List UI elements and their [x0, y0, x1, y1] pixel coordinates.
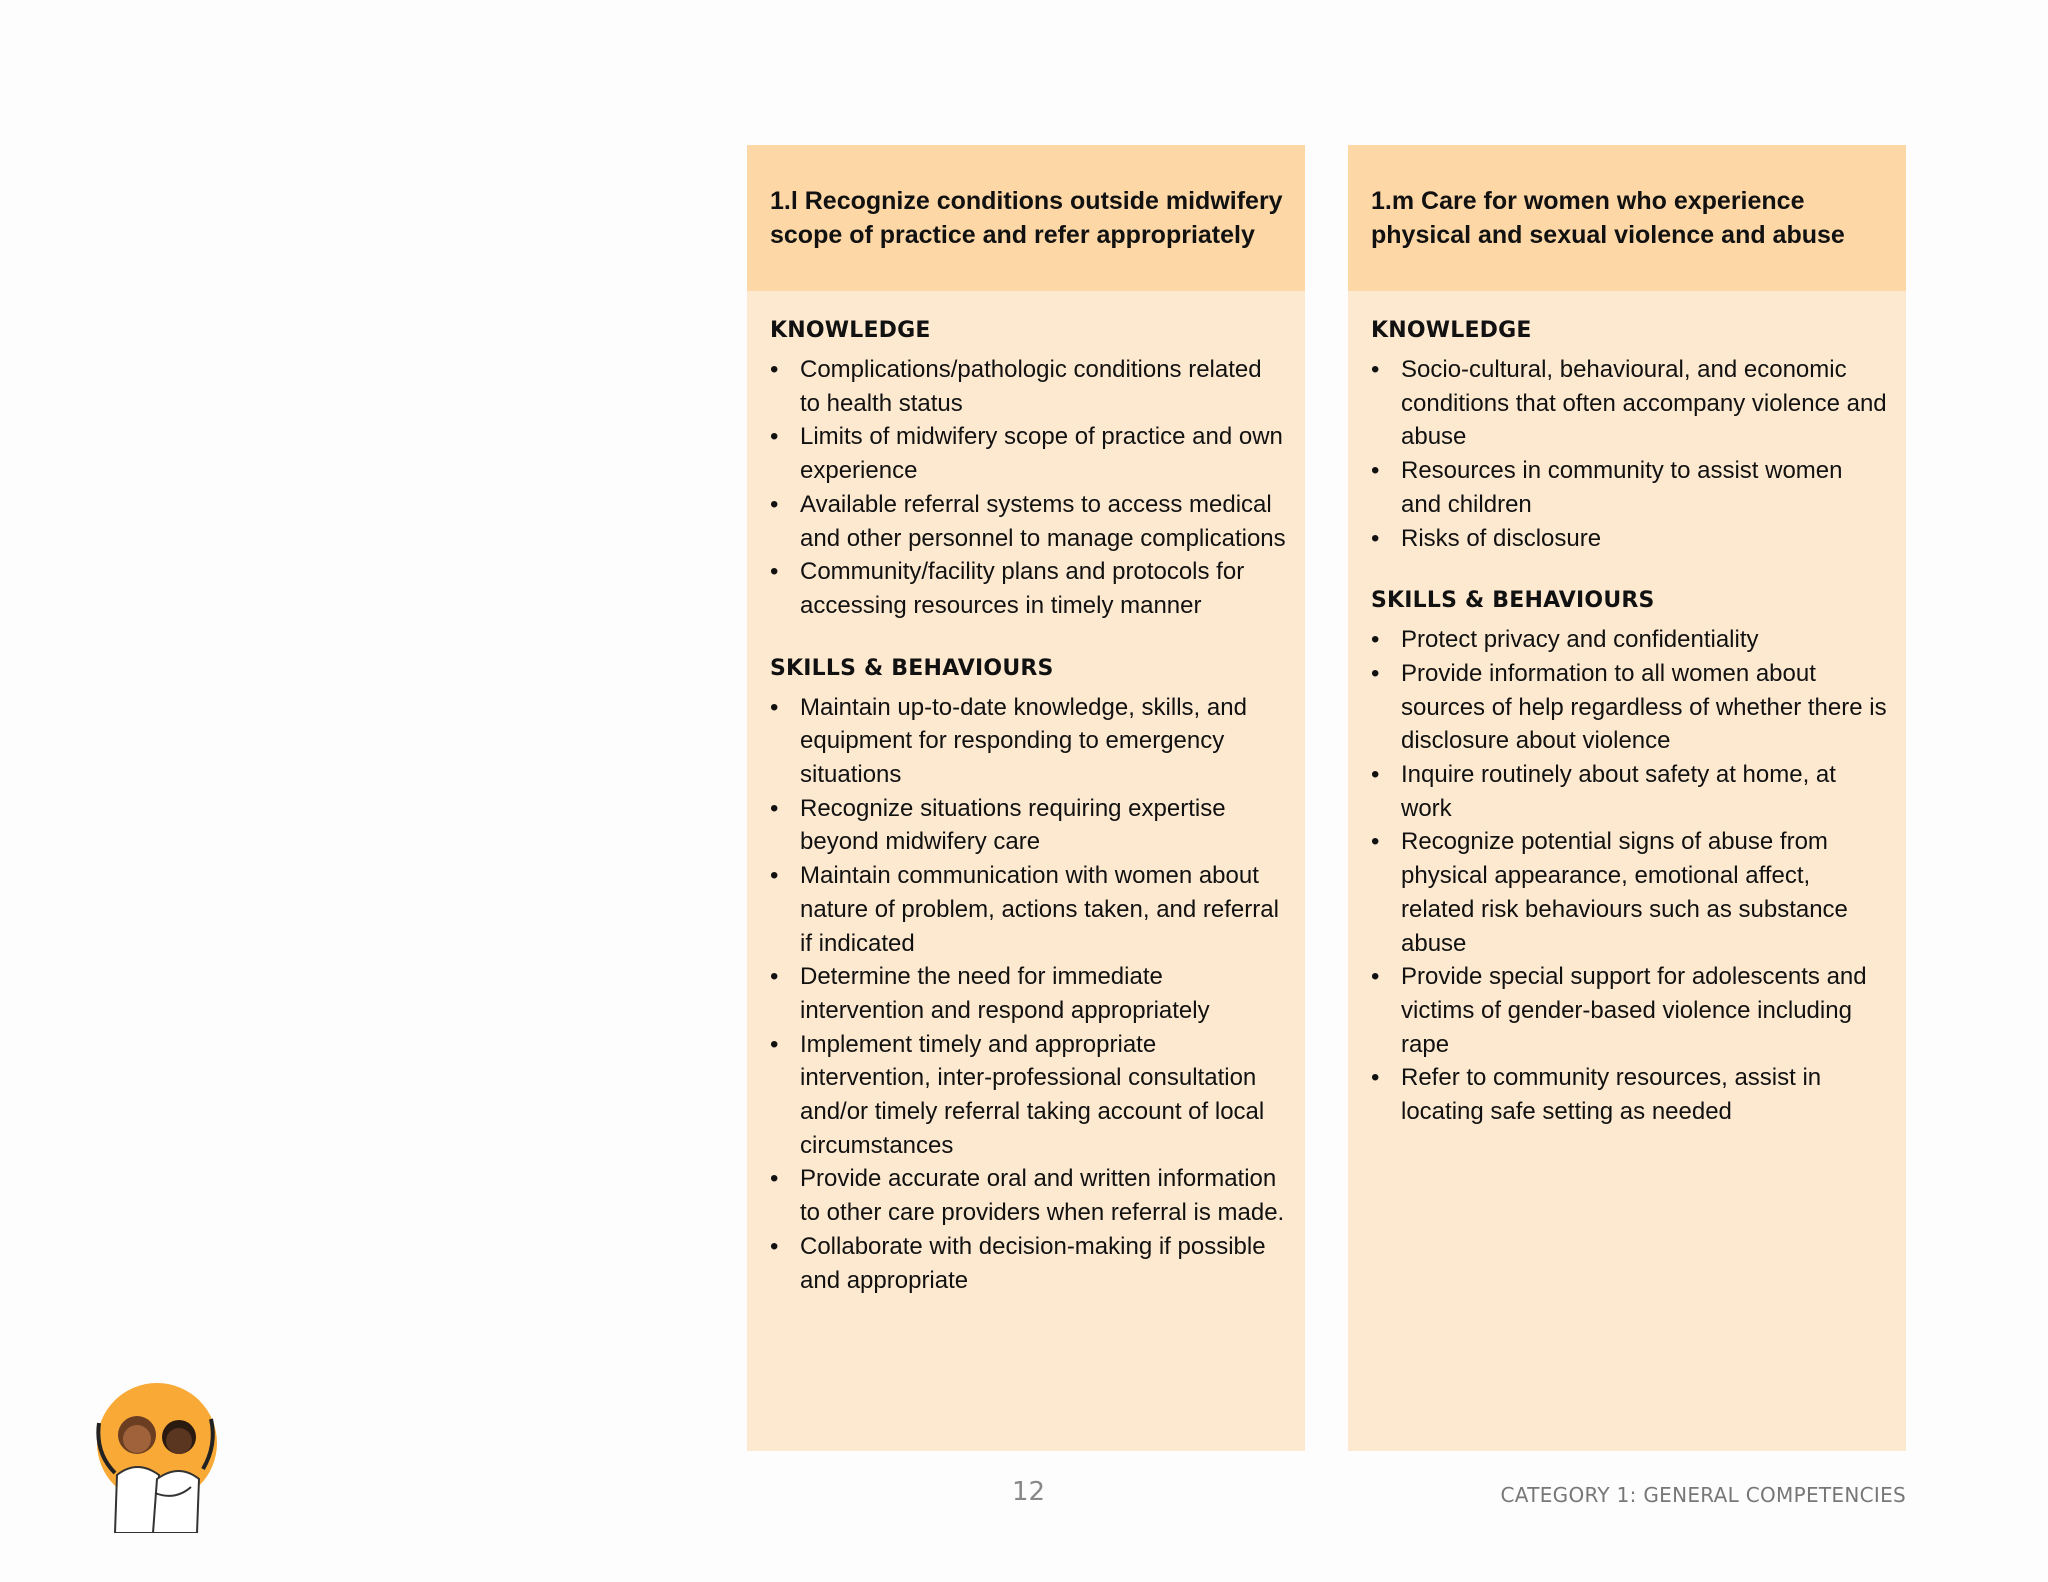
- list-item: [770, 792, 1287, 859]
- list-item: [1371, 623, 1888, 657]
- knowledge-list: [1371, 353, 1888, 555]
- bullet-icon: •: [770, 490, 779, 518]
- list-item: [770, 691, 1287, 792]
- list-item-text: Community/facility plans and protocols for accessing resources in timely manner: [800, 558, 1245, 619]
- knowledge-heading: KNOWLEDGE: [770, 318, 931, 343]
- card-body: [747, 291, 1305, 1297]
- list-item: [770, 555, 1287, 622]
- list-item: [770, 1162, 1287, 1229]
- list-item: [1371, 1061, 1888, 1128]
- bullet-icon: •: [770, 1165, 779, 1193]
- bullet-icon: •: [1371, 626, 1380, 654]
- list-item-text: Refer to community resources, assist in locating safe setting as needed: [1401, 1064, 1822, 1126]
- footer-category: CATEGORY 1: GENERAL COMPETENCIES: [1500, 1483, 1906, 1507]
- list-item: [770, 1028, 1287, 1163]
- list-item-text: Recognize potential signs of abuse from physical appearance, emotional affect, related risk behaviours such as substance abuse: [1401, 828, 1848, 957]
- list-item-text: Collaborate with decision-making if possible and appropriate: [800, 1232, 1266, 1294]
- list-item: [1371, 522, 1888, 556]
- competency-card-1m: [1348, 145, 1906, 1451]
- card-title: 1.l Recognize conditions outside midwifery scope of practice and refer appropriately: [770, 187, 1283, 249]
- bullet-icon: •: [1371, 1064, 1380, 1092]
- bullet-icon: •: [1371, 356, 1380, 383]
- list-item-text: Implement timely and appropriate intervention, inter-professional consultation and/or timely referral taking account of local circumstances: [800, 1030, 1265, 1159]
- competency-card-1l: [747, 145, 1305, 1451]
- list-item: [770, 488, 1287, 555]
- bullet-icon: •: [1371, 457, 1380, 485]
- list-item-text: Provide information to all women about sources of help regardless of whether there is disclosure about violence: [1401, 659, 1887, 755]
- list-item: [1371, 454, 1888, 521]
- bullet-icon: •: [1371, 963, 1380, 991]
- bullet-icon: •: [1371, 761, 1380, 789]
- midwives-logo-icon: [95, 1383, 221, 1533]
- list-item: [770, 353, 1287, 420]
- bullet-icon: •: [1371, 524, 1380, 552]
- list-item-text: Socio-cultural, behavioural, and economic conditions that often accompany violence and abuse: [1401, 356, 1887, 451]
- skills-heading: SKILLS & BEHAVIOURS: [1371, 588, 1655, 614]
- list-item: [770, 1230, 1287, 1297]
- list-item-text: Inquire routinely about safety at home, at work: [1401, 761, 1836, 822]
- list-item: [1371, 825, 1888, 960]
- list-item-text: Maintain up-to-date knowledge, skills, and equipment for responding to emergency situations: [800, 693, 1247, 789]
- list-item-text: Maintain communication with women about nature of problem, actions taken, and referral if indicated: [800, 862, 1279, 957]
- card-body: [1348, 291, 1906, 1129]
- list-item: [1371, 758, 1888, 825]
- list-item: [770, 420, 1287, 487]
- bullet-icon: •: [1371, 828, 1380, 856]
- list-item-text: Risks of disclosure: [1401, 524, 1602, 552]
- list-item-text: Provide special support for adolescents and victims of gender-based violence including rape: [1401, 963, 1867, 1058]
- list-item: [1371, 657, 1888, 758]
- bullet-icon: •: [770, 423, 779, 451]
- list-item: [770, 859, 1287, 960]
- list-item-text: Available referral systems to access medical and other personnel to manage complications: [800, 490, 1286, 552]
- bullet-icon: •: [770, 558, 779, 586]
- bullet-icon: •: [770, 862, 779, 890]
- bullet-icon: •: [1371, 659, 1380, 687]
- list-item-text: Complications/pathologic conditions related to health status: [800, 356, 1262, 417]
- knowledge-heading: KNOWLEDGE: [1371, 318, 1532, 343]
- list-item-text: Resources in community to assist women and children: [1401, 457, 1843, 518]
- bullet-icon: •: [770, 794, 779, 822]
- list-item: [770, 960, 1287, 1027]
- skills-heading: SKILLS & BEHAVIOURS: [770, 655, 1054, 681]
- list-item: [1371, 353, 1888, 454]
- bullet-icon: •: [770, 1232, 779, 1260]
- skills-list: [1371, 623, 1888, 1129]
- page-number: 12: [1012, 1477, 1046, 1507]
- list-item-text: Recognize situations requiring expertise beyond midwifery care: [800, 794, 1226, 856]
- list-item-text: Determine the need for immediate intervention and respond appropriately: [800, 963, 1210, 1024]
- list-item-text: Provide accurate oral and written information to other care providers when referral is made.: [800, 1165, 1285, 1227]
- list-item-text: Limits of midwifery scope of practice and own experience: [800, 423, 1283, 485]
- bullet-icon: •: [770, 963, 779, 991]
- card-title: 1.m Care for women who experience physical and sexual violence and abuse: [1371, 187, 1845, 249]
- list-item-text: Protect privacy and confidentiality: [1401, 626, 1759, 654]
- knowledge-list: [770, 353, 1287, 623]
- list-item: [1371, 960, 1888, 1061]
- bullet-icon: •: [770, 693, 779, 721]
- card-header: [1348, 145, 1906, 291]
- skills-list: [770, 691, 1287, 1298]
- bullet-icon: •: [770, 1030, 779, 1058]
- bullet-icon: •: [770, 356, 779, 383]
- card-header: [747, 145, 1305, 291]
